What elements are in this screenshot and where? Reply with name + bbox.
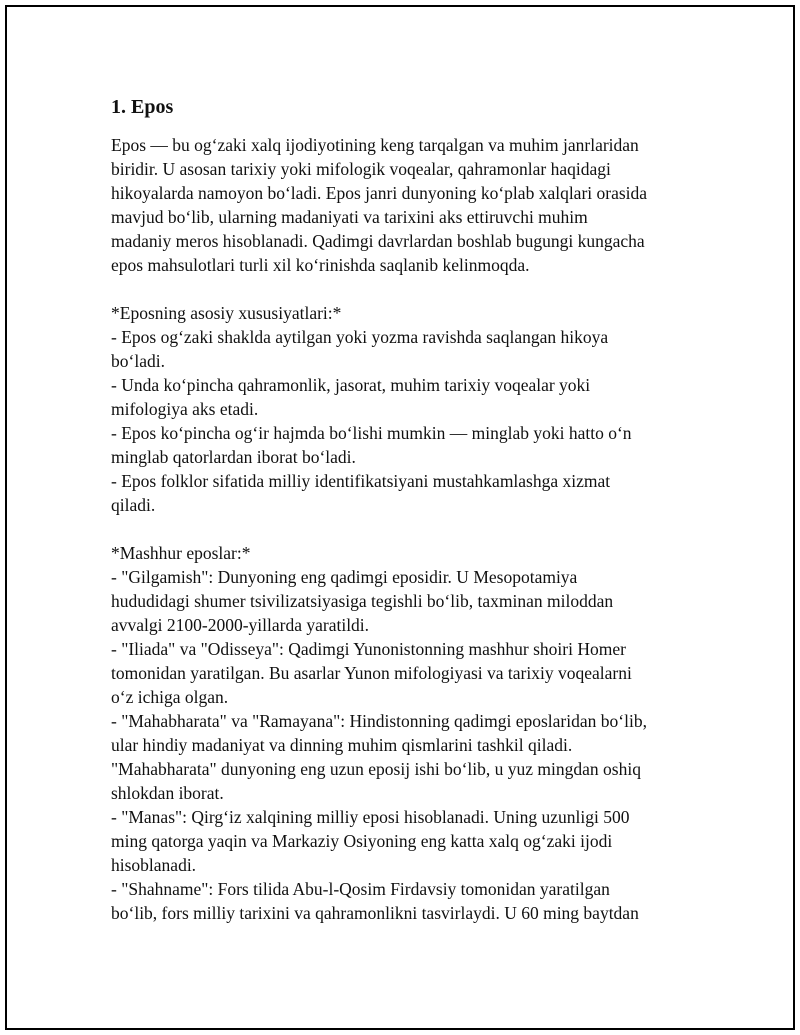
intro-line: epos mahsulotlari turli xil ko‘rinishda saqlanib kelinmoqda.: [111, 255, 530, 275]
document-body: [111, 93, 701, 925]
famous-epos-line: o‘z ichiga olgan.: [111, 687, 229, 707]
feature-line: bo‘ladi.: [111, 351, 165, 371]
feature-line: - Epos folklor sifatida milliy identifikatsiyani mustahkamlashga xizmat: [111, 471, 611, 491]
intro-line: biridir. U asosan tarixiy yoki mifologik voqealar, qahramonlar haqidagi: [111, 159, 611, 179]
famous-epos-line: avvalgi 2100-2000-yillarda yaratildi.: [111, 615, 370, 635]
intro-line: madaniy meros hisoblanadi. Qadimgi davrlardan boshlab bugungi kungacha: [111, 231, 645, 251]
famous-epos-line: ming qatorga yaqin va Markaziy Osiyoning eng katta xalq og‘zaki ijodi: [111, 831, 613, 851]
intro-line: hikoyalarda namoyon bo‘ladi. Epos janri dunyoning ko‘plab xalqlari orasida: [111, 183, 648, 203]
famous-epos-line: - "Manas": Qirg‘iz xalqining milliy eposi hisoblanadi. Uning uzunligi 500: [111, 807, 630, 827]
famous-title: *Mashhur eposlar:*: [111, 543, 251, 563]
famous-epos-line: - "Iliada" va "Odisseya": Qadimgi Yunonistonning mashhur shoiri Homer: [111, 639, 626, 659]
features-list: [111, 325, 701, 517]
famous-epos-line: "Mahabharata" dunyoning eng uzun eposij ishi bo‘lib, u yuz mingdan oshiq: [111, 759, 641, 779]
famous-list: [111, 565, 701, 925]
famous-epos-line: hisoblanadi.: [111, 855, 197, 875]
feature-line: mifologiya aks etadi.: [111, 399, 259, 419]
famous-epos-line: shlokdan iborat.: [111, 783, 224, 803]
intro-line: Epos — bu og‘zaki xalq ijodiyotining keng tarqalgan va muhim janrlaridan: [111, 135, 639, 155]
famous-section: [111, 541, 701, 925]
features-section: [111, 301, 701, 517]
paragraph-gap: [111, 277, 701, 301]
features-title: *Eposning asosiy xususiyatlari:*: [111, 303, 342, 323]
famous-epos-line: bo‘lib, fors milliy tarixini va qahramonlikni tasvirlaydi. U 60 ming baytdan: [111, 903, 639, 923]
intro-line: mavjud bo‘lib, ularning madaniyati va tarixini aks ettiruvchi muhim: [111, 207, 588, 227]
famous-epos-line: ular hindiy madaniyat va dinning muhim qismlarini tashkil qiladi.: [111, 735, 573, 755]
famous-epos-line: - "Gilgamish": Dunyoning eng qadimgi eposidir. U Mesopotamiya: [111, 567, 578, 587]
feature-line: - Epos og‘zaki shaklda aytilgan yoki yozma ravishda saqlangan hikoya: [111, 327, 609, 347]
famous-epos-line: hududidagi shumer tsivilizatsiyasiga tegishli bo‘lib, taxminan miloddan: [111, 591, 614, 611]
feature-line: - Epos ko‘pincha og‘ir hajmda bo‘lishi mumkin — minglab yoki hatto o‘n: [111, 423, 632, 443]
famous-epos-line: tomonidan yaratilgan. Bu asarlar Yunon mifologiyasi va tarixiy voqealarni: [111, 663, 632, 683]
feature-line: qiladi.: [111, 495, 156, 515]
famous-epos-line: - "Shahname": Fors tilida Abu-l-Qosim Firdavsiy tomonidan yaratilgan: [111, 879, 610, 899]
feature-line: - Unda ko‘pincha qahramonlik, jasorat, muhim tarixiy voqealar yoki: [111, 375, 591, 395]
famous-epos-line: - "Mahabharata" va "Ramayana": Hindistonning qadimgi eposlaridan bo‘lib,: [111, 711, 647, 731]
section-heading: 1. Epos: [111, 96, 174, 118]
intro-paragraph: [111, 133, 701, 277]
paragraph-gap: [111, 517, 701, 541]
feature-line: minglab qatorlardan iborat bo‘ladi.: [111, 447, 356, 467]
